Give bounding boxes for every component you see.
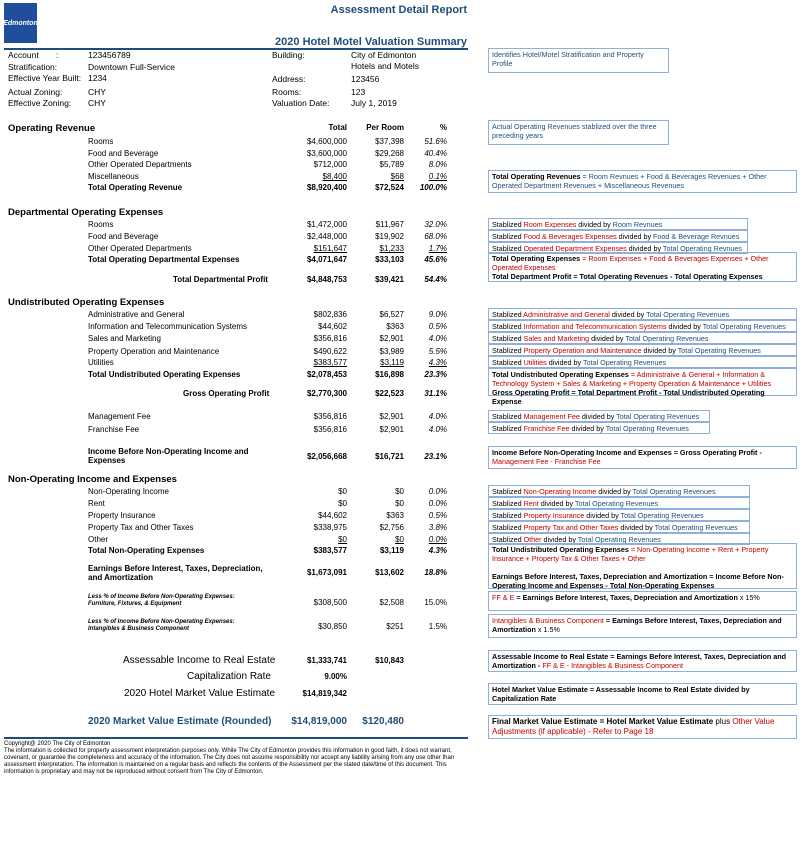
ai-per-room: $10,843 <box>375 656 404 665</box>
strat-value: Downtown Full-Service <box>88 62 175 72</box>
row-m1-label: Management Fee <box>88 412 151 421</box>
az-label: Actual Zoning: <box>8 87 63 97</box>
row-m1-pct: 4.0% <box>428 412 447 421</box>
note-x2-part-3: Total Operating Revenues <box>575 499 659 508</box>
az-value: CHY <box>88 87 106 97</box>
x6c: Earnings Before Interest, Taxes, Depreciation and Amortization = Income Before Non-Operating Income and Expenses - Total Non-Operating Expenses <box>492 572 784 590</box>
u6b: = Administraive & General + Information & Technology System + Sales & Marketing + Property Operation & Maintenance + Utilities <box>492 370 772 388</box>
note-revenue: Actual Operating Revenues stablized over the three preceding years <box>488 120 669 145</box>
row-n2-per-room: $0 <box>395 499 404 508</box>
note-x2-part-2: divided by <box>538 499 575 508</box>
row-d4-total: $4,071,647 <box>306 255 347 264</box>
row-d2-label: Food and Beverage <box>88 232 159 241</box>
note-m1-part-1: Management Fee <box>523 412 580 421</box>
eb-per-room: $13,602 <box>375 568 404 577</box>
row-r1-pct: 51.6% <box>424 137 447 146</box>
ib-per-room: $16,721 <box>375 452 404 461</box>
row-r3-label: Other Operated Departments <box>88 160 192 169</box>
row-u2-per-room: $363 <box>386 322 404 331</box>
note-u5-part-1: Utilities <box>523 358 547 367</box>
note-ffe <box>488 591 797 611</box>
row-r4-label: Miscellaneous <box>88 172 139 181</box>
note-x5-part-1: Other <box>523 535 542 544</box>
ai-total: $1,333,741 <box>306 656 347 665</box>
note-u2-part-3: Total Operating Revenues <box>702 322 786 331</box>
row-d4-pct: 45.6% <box>424 255 447 264</box>
ib_a: Income Before Non-Operating Income and Expenses = Gross Operating Profit - <box>492 448 762 457</box>
note-n4-part-1: Room Expenses <box>523 220 577 229</box>
row-u2-label: Information and Telecommunication Systems <box>88 322 248 331</box>
summary-title: 2020 Hotel Motel Valuation Summary <box>275 36 467 48</box>
row-r1-total: $4,600,000 <box>306 137 347 146</box>
ib-total: $2,056,668 <box>306 452 347 461</box>
ai_a: Assessable Income to Real Estate = Earnings Before Interest, Taxes, Depreciation and Amortization - <box>492 652 787 670</box>
note-n4-part-3: Room Revnues <box>612 220 663 229</box>
row-d5-per-room: $39,421 <box>375 275 404 284</box>
note-x5-part-2: divided by <box>541 535 578 544</box>
row-n3-total: $44,602 <box>318 511 347 520</box>
n7c: Total Department Profit = Total Operating Revenues - Total Operating Expenses <box>492 272 763 281</box>
row-u3-label: Sales and Marketing <box>88 334 161 343</box>
hm-label: 2020 Hotel Market Value Estimate <box>124 688 276 699</box>
row-d2-pct: 68.0% <box>424 232 447 241</box>
row-n2-label: Rent <box>88 499 105 508</box>
row-n1-pct: 0.0% <box>428 487 447 496</box>
ff_b: = Earnings Before Interest, Taxes, Depreciation and Amortization <box>514 593 738 602</box>
eyb-value: 1234 <box>88 73 107 83</box>
row-m2-total: $356,816 <box>313 425 347 434</box>
note-m2-part-3: Total Operating Revenues <box>605 424 689 433</box>
row-u3-total: $356,816 <box>313 334 347 343</box>
row-u7-total: $2,770,300 <box>306 389 347 398</box>
row-r4-per-room: $68 <box>390 172 404 181</box>
ib_b: Management Fee - Franchise Fee <box>492 457 601 466</box>
row-n2-total: $0 <box>338 499 347 508</box>
ic_b: = Earnings Before Interest, Taxes, Depreciation and Amortization <box>492 616 782 634</box>
row-u5-pct: 4.3% <box>428 358 447 367</box>
note-n5-part-0: Stablized <box>492 232 524 241</box>
note-x3-part-1: Property Insurance <box>523 511 585 520</box>
note-intangibles <box>488 614 797 638</box>
ff-pct: 15.0% <box>424 598 447 607</box>
row-u1-label: Administrative and General <box>88 310 185 319</box>
row-d1-per-room: $11,967 <box>375 220 404 229</box>
ic-per-room: $251 <box>386 622 404 631</box>
row-u5-per-room: $3,119 <box>380 358 404 367</box>
row-r1-per-room: $37,398 <box>375 137 404 146</box>
n3a: Total Operating Revenues <box>492 172 581 181</box>
row-u3-pct: 4.0% <box>428 334 447 343</box>
row-u2-total: $44,602 <box>318 322 347 331</box>
row-r5-per-room: $72,524 <box>375 183 404 192</box>
note-n5-part-3: Food & Beverage Revnues <box>653 232 740 241</box>
n3b: = Room Revnues + Food & Beverages Revenues + Other Operated Department Revenues + Miscellaneous Revenues <box>492 172 767 190</box>
row-n1-label: Non-Operating Income <box>88 487 169 496</box>
note-x1-part-2: divided by <box>596 487 633 496</box>
hm-value: $14,819,342 <box>302 689 347 698</box>
row-u7-pct: 31.1% <box>424 389 447 398</box>
note-n5-part-1: Food & Beverages Expenses <box>523 232 617 241</box>
mv-total: $14,819,000 <box>291 716 347 727</box>
row-u1-pct: 9.0% <box>428 310 447 319</box>
x6b: = Non-Operating Income + Rent + Property Insurance + Property Tax & Other Taxes + Other <box>492 545 769 563</box>
row-m2-label: Franchise Fee <box>88 425 140 434</box>
fm_c: Other Value Adjustments (if applicable) - Refer to Page 18 <box>492 717 775 736</box>
note-x1 <box>488 485 750 497</box>
fm_b: plus <box>713 717 733 726</box>
note-n4 <box>488 218 748 230</box>
ic-total: $30,850 <box>318 622 347 631</box>
note-undist-total <box>488 368 797 406</box>
section-undistributed: Undistributed Operating Expenses <box>8 297 165 308</box>
row-d4-label: Total Operating Departmental Expenses <box>88 255 240 264</box>
fm_a: Final Market Value Estimate = Hotel Market Value Estimate <box>492 717 714 726</box>
building-value-2: Hotels and Motels <box>351 61 420 71</box>
row-r5-label: Total Operating Revenue <box>88 183 183 192</box>
row-m2-pct: 4.0% <box>428 425 447 434</box>
row-n4-pct: 3.8% <box>428 523 447 532</box>
note-x1-part-0: Stablized <box>492 487 524 496</box>
x6a: Total Undistributed Operating Expenses <box>492 545 629 554</box>
note-profile: Identifies Hotel/Motel Stratification and Property Profile <box>488 48 669 73</box>
note-n4-part-0: Stablized <box>492 220 524 229</box>
row-d2-total: $2,448,000 <box>306 232 347 241</box>
row-n3-label: Property Insurance <box>88 511 156 520</box>
row-d3-pct: 1.7% <box>428 244 447 253</box>
section-departmental: Departmental Operating Expenses <box>8 207 164 218</box>
note-x1-part-3: Total Operating Revenues <box>632 487 716 496</box>
row-n3-pct: 0.5% <box>428 511 447 520</box>
col-pct: % <box>439 123 447 132</box>
row-r3-pct: 8.0% <box>428 160 447 169</box>
row-d3-total: $151,647 <box>313 244 347 253</box>
ez-label: Effective Zoning: <box>8 98 72 108</box>
row-r5-total: $8,920,400 <box>306 183 347 192</box>
cr-value: 9.00% <box>324 672 347 681</box>
ib-label-2: Expenses <box>88 456 126 465</box>
ic-label-2: Intangibles & Business Component <box>88 626 190 632</box>
row-n6-total: $383,577 <box>313 546 347 555</box>
note-x4-part-2: divided by <box>618 523 655 532</box>
row-n4-total: $338,975 <box>313 523 347 532</box>
note-u3 <box>488 332 797 344</box>
address-value: 123456 <box>351 74 380 84</box>
row-u7-label: Gross Operating Profit <box>183 389 270 398</box>
row-r4-pct: 0.1% <box>428 172 447 181</box>
edmonton-logo: Edmonton <box>4 3 37 43</box>
u6a: Total Undistributed Operating Expenses <box>492 370 629 379</box>
ic_c: x 1.5% <box>535 625 560 634</box>
row-n5-per-room: $0 <box>395 535 404 544</box>
note-u5-part-2: divided by <box>546 358 583 367</box>
account-sep: : <box>56 50 59 60</box>
address-label: Address: <box>272 74 306 84</box>
row-r3-per-room: $5,789 <box>379 160 404 169</box>
note-u1-part-0: Stablized <box>492 310 524 319</box>
row-n5-total: $0 <box>338 535 347 544</box>
n7a: Total Operating Expenses <box>492 254 581 263</box>
rooms-label: Rooms: <box>272 87 302 97</box>
row-n3-per-room: $363 <box>386 511 404 520</box>
row-r2-per-room: $29,268 <box>375 149 404 158</box>
building-value-1: City of Edmonton <box>351 50 417 60</box>
note-u3-part-2: divided by <box>589 334 626 343</box>
row-r2-total: $3,600,000 <box>306 149 347 158</box>
row-d2-per-room: $19,902 <box>375 232 404 241</box>
ff_a: FF & E <box>492 593 515 602</box>
row-u2-pct: 0.5% <box>428 322 447 331</box>
vd-label: Valuation Date: <box>272 98 330 108</box>
row-u4-total: $490,622 <box>313 347 347 356</box>
row-d1-total: $1,472,000 <box>306 220 347 229</box>
ff-per-room: $2,508 <box>379 598 404 607</box>
ez-value: CHY <box>88 98 106 108</box>
note-u2-part-1: Information and Telecommunication Systems <box>523 322 667 331</box>
cr-label: Capitalization Rate <box>187 671 271 682</box>
ai-label: Assessable Income to Real Estate <box>123 655 276 666</box>
note-u4-part-2: divided by <box>641 346 678 355</box>
note-x3-part-2: divided by <box>584 511 621 520</box>
note-assessable <box>488 650 797 672</box>
note-x4-part-1: Property Tax and Other Taxes <box>523 523 619 532</box>
note-u1-part-1: Administrative and General <box>523 310 610 319</box>
account-label: Account <box>8 50 39 60</box>
row-d1-pct: 32.0% <box>424 220 447 229</box>
mv-per-room: $120,480 <box>362 716 404 727</box>
note-ib <box>488 446 797 469</box>
note-final-mv <box>488 715 797 739</box>
note-n6-part-1: Operated Department Expenses <box>523 244 627 253</box>
row-u4-label: Property Operation and Maintenance <box>88 347 220 356</box>
note-x4 <box>488 521 750 533</box>
eb-pct: 18.8% <box>424 568 447 577</box>
note-u5-part-0: Stablized <box>492 358 524 367</box>
account-value: 123456789 <box>88 50 131 60</box>
note-u4-part-1: Property Operation and Maintenance <box>523 346 642 355</box>
row-n4-label: Property Tax and Other Taxes <box>88 523 194 532</box>
note-x2-part-0: Stablized <box>492 499 524 508</box>
note-x4-part-3: Total Operating Revenues <box>654 523 738 532</box>
row-u4-per-room: $3,989 <box>379 347 404 356</box>
note-total-op-exp <box>488 252 797 282</box>
row-u1-total: $802,836 <box>313 310 347 319</box>
building-label: Building: <box>272 50 305 60</box>
note-nonop-total <box>488 543 797 589</box>
note-m1-part-0: Stablized <box>492 412 524 421</box>
note-u4 <box>488 344 797 356</box>
row-m1-total: $356,816 <box>313 412 347 421</box>
note-n6-part-2: divided by <box>626 244 663 253</box>
row-n1-total: $0 <box>338 487 347 496</box>
row-u6-total: $2,078,453 <box>306 370 347 379</box>
note-x5-part-3: Total Operating Revenues <box>577 535 661 544</box>
note-u4-part-0: Stablized <box>492 346 524 355</box>
note-n6-part-3: Total Operating Revnues <box>662 244 743 253</box>
row-u1-per-room: $6,527 <box>379 310 404 319</box>
section-operating-revenue: Operating Revenue <box>8 123 96 134</box>
row-d4-per-room: $33,103 <box>375 255 404 264</box>
row-d5-label: Total Departmental Profit <box>173 275 268 284</box>
row-n1-per-room: $0 <box>395 487 404 496</box>
note-u3-part-1: Sales and Marketing <box>523 334 590 343</box>
row-n5-label: Other <box>88 535 109 544</box>
row-d5-pct: 54.4% <box>424 275 447 284</box>
section-non-operating: Non-Operating Income and Expenses <box>8 474 177 485</box>
row-r3-total: $712,000 <box>313 160 347 169</box>
row-m1-per-room: $2,901 <box>379 412 404 421</box>
row-u5-total: $383,577 <box>313 358 347 367</box>
row-u6-label: Total Undistributed Operating Expenses <box>88 370 241 379</box>
row-d3-per-room: $1,233 <box>379 244 404 253</box>
ff-total: $308,500 <box>313 598 347 607</box>
row-n6-label: Total Non-Operating Expenses <box>88 546 205 555</box>
row-n6-per-room: $3,119 <box>379 546 404 555</box>
u6c: Gross Operating Profit = Total Department Profit - Total Undistributed Operating Expense <box>492 388 765 406</box>
footer-copyright: Copyright@ 2020 The City of Edmonton <box>4 741 111 747</box>
row-u7-per-room: $22,523 <box>375 389 404 398</box>
note-n5-part-2: divided by <box>616 232 654 241</box>
ff-label-2: Furniture, Fixtures, & Equipment <box>88 601 182 607</box>
note-m2-part-2: divided by <box>569 424 606 433</box>
col-total: Total <box>328 123 347 132</box>
note-u1-part-3: Total Operating Revenues <box>646 310 730 319</box>
note-x3-part-3: Total Operating Revenues <box>620 511 704 520</box>
bottom-rule <box>4 737 468 739</box>
row-r2-pct: 40.4% <box>424 149 447 158</box>
vd-value: July 1, 2019 <box>351 98 397 108</box>
row-u3-per-room: $2,901 <box>379 334 404 343</box>
note-x5-part-0: Stablized <box>492 535 524 544</box>
note-u1 <box>488 308 797 320</box>
note-x3-part-0: Stablized <box>492 511 524 520</box>
footer <box>4 741 474 776</box>
eb-total: $1,673,091 <box>306 568 347 577</box>
ib-label-1: Income Before Non-Operating Income and <box>88 447 249 456</box>
note-x2 <box>488 497 750 509</box>
note-u2-part-2: divided by <box>666 322 703 331</box>
row-u5-label: Utilities <box>88 358 114 367</box>
row-n5-pct: 0.0% <box>428 535 447 544</box>
note-n5 <box>488 230 748 242</box>
ic_a: Intangibles & Business Component <box>492 616 604 625</box>
n7b: = Room Expenses + Food & Beverages Expenses + Other Operated Expenses <box>492 254 769 272</box>
note-m2 <box>488 422 710 434</box>
note-m1-part-3: Total Operating Revenues <box>616 412 700 421</box>
ic-pct: 1.5% <box>428 622 447 631</box>
note-u1-part-2: divided by <box>609 310 647 319</box>
note-u5 <box>488 356 797 368</box>
eb-label-1: Earnings Before Interest, Taxes, Depreciation, <box>88 564 263 573</box>
note-m2-part-0: Stablized <box>492 424 524 433</box>
row-n2-pct: 0.0% <box>428 499 447 508</box>
ib-pct: 23.1% <box>424 452 447 461</box>
row-u6-pct: 23.3% <box>424 370 447 379</box>
note-u2 <box>488 320 797 332</box>
note-x1-part-1: Non-Operating Income <box>523 487 597 496</box>
row-r1-label: Rooms <box>88 137 114 146</box>
ff-label-1: Less % of Income Before Non-Operating Expenses: <box>88 594 235 600</box>
note-u3-part-3: Total Operating Revenues <box>625 334 709 343</box>
note-m1-part-2: divided by <box>579 412 617 421</box>
row-m2-per-room: $2,901 <box>379 425 404 434</box>
note-hotel-mv <box>488 683 797 705</box>
row-d3-label: Other Operated Departments <box>88 244 192 253</box>
ic-label-1: Less % of Income Before Non-Operating Expenses: <box>88 619 235 625</box>
hm_a: Hotel Market Value Estimate = Assessable Income to Real Estate divided by Capitalization Rate <box>492 685 750 703</box>
note-n6-part-0: Stablized <box>492 244 524 253</box>
note-n4-part-2: divided by <box>576 220 613 229</box>
eyb-label: Effective Year Built: <box>8 73 82 83</box>
note-x4-part-0: Stablized <box>492 523 524 532</box>
note-u2-part-0: Stablized <box>492 322 524 331</box>
strat-label: Stratification: <box>8 62 58 72</box>
row-n4-per-room: $2,756 <box>379 523 404 532</box>
footer-text: The information is collected for property assessment interpretation purposes only. While The City of Edmonton provides this information in good faith, it does not warrant, covenant, or guarantee the completeness and accuracy of the information. The City does not assume responsibility nor accept any liability arising from any use other than assessment interpretation. The information is maintained on a regular basis and reflects the contents of the Assessment per the stated date/time of this document. This information is proprietary and may not be reproduced without consent from The City of Edmonton. <box>4 748 455 775</box>
ff_c: x 15% <box>737 593 760 602</box>
ai_b: FF & E - Intangibles & Business Component <box>542 661 683 670</box>
report-title: Assessment Detail Report <box>330 4 467 16</box>
col-per-room: Per Room <box>366 123 404 132</box>
row-r4-total: $8,400 <box>322 172 347 181</box>
row-r5-pct: 100.0% <box>419 183 447 192</box>
note-u5-part-3: Total Operating Revenues <box>582 358 667 367</box>
note-m1 <box>488 410 710 422</box>
note-total-revenue <box>488 170 797 193</box>
note-x2-part-1: Rent <box>523 499 539 508</box>
note-m2-part-1: Franchise Fee <box>523 424 570 433</box>
rooms-value: 123 <box>351 87 366 97</box>
row-d5-total: $4,848,753 <box>306 275 347 284</box>
eb-label-2: and Amortization <box>88 573 154 582</box>
mv-label: 2020 Market Value Estimate (Rounded) <box>88 716 272 727</box>
row-n6-pct: 4.3% <box>428 546 447 555</box>
row-u4-pct: 5.5% <box>428 347 447 356</box>
row-u6-per-room: $16,898 <box>375 370 404 379</box>
note-u4-part-3: Total Operating Revenues <box>677 346 761 355</box>
note-x3 <box>488 509 750 521</box>
row-d1-label: Rooms <box>88 220 114 229</box>
row-r2-label: Food and Beverage <box>88 149 159 158</box>
note-u3-part-0: Stablized <box>492 334 524 343</box>
